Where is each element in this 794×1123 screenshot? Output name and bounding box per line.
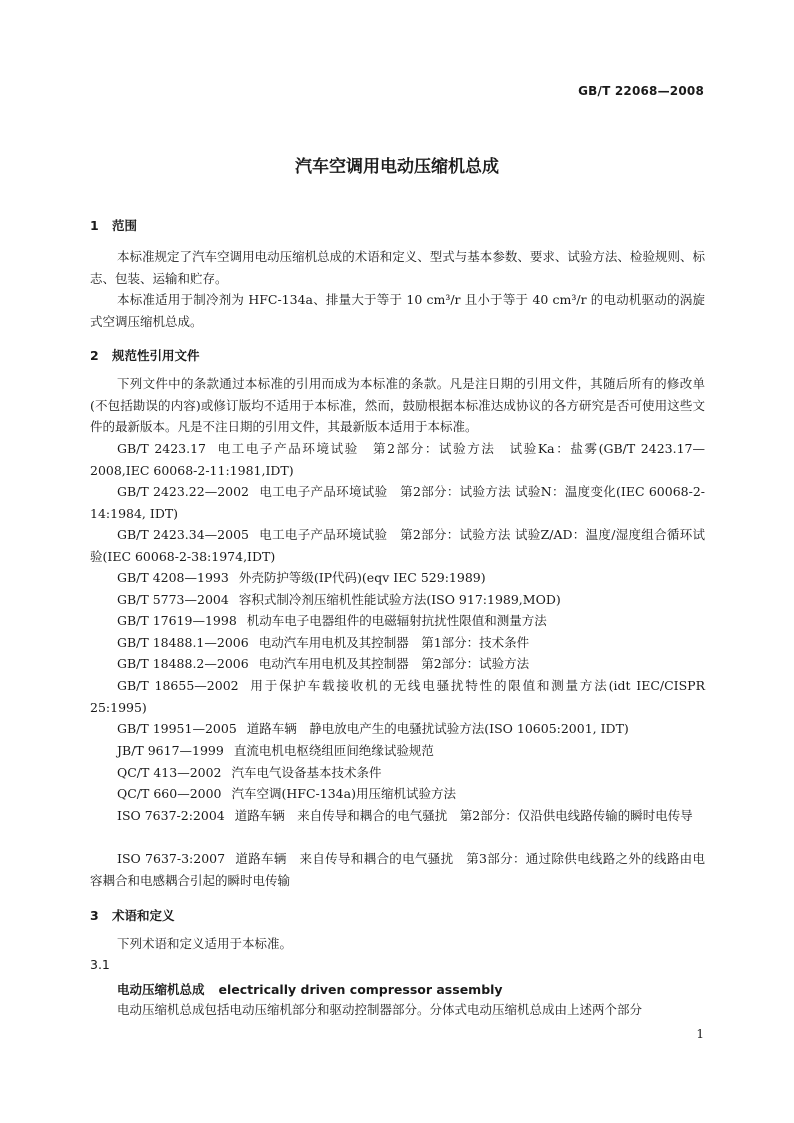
reference-item bbox=[90, 675, 705, 718]
reference-code: ISO 7637-3:2007 bbox=[117, 851, 226, 866]
reference-code: ISO 7637-2:2004 bbox=[117, 808, 225, 823]
reference-title: 道路车辆 来自传导和耦合的电气骚扰 第2部分：仅沿供电线路传输的瞬时电传导 bbox=[234, 808, 693, 823]
section-1-heading bbox=[90, 216, 137, 234]
term-english: electrically driven compressor assembly bbox=[218, 982, 503, 997]
reference-item bbox=[90, 740, 705, 762]
reference-title: 用于保护车载接收机的无线电骚扰特性的限值和测量方法(idt IEC/CISPR 25:1995) bbox=[90, 678, 705, 715]
reference-item bbox=[90, 718, 705, 740]
standard-number: GB/T 22068—2008 bbox=[578, 84, 704, 98]
reference-code: QC/T 413—2002 bbox=[117, 765, 222, 780]
term-heading bbox=[117, 980, 503, 998]
reference-item bbox=[90, 632, 705, 654]
reference-item bbox=[90, 653, 705, 675]
reference-title: 容积式制冷剂压缩机性能试验方法(ISO 917:1989,MOD) bbox=[238, 592, 561, 607]
section-2-heading bbox=[90, 346, 200, 364]
reference-title: 汽车空调(HFC-134a)用压缩机试验方法 bbox=[231, 786, 456, 801]
section-1-paragraph-2: 本标准适用于制冷剂为 HFC-134a、排量大于等于 10 cm³/r 且小于等于 40 cm³/r 的电动机驱动的涡旋式空调压缩机总成。 bbox=[90, 292, 705, 329]
reference-item bbox=[90, 438, 705, 481]
reference-title: 电动汽车用电机及其控制器 第2部分：试验方法 bbox=[258, 656, 530, 671]
section-title: 术语和定义 bbox=[112, 908, 175, 923]
reference-title: 电工电子产品环境试验 第2部分：试验方法 试验Ka：盐雾(GB/T 2423.17—2008,IEC 60068-2-11:1981,IDT) bbox=[90, 441, 705, 478]
section-number: 1 bbox=[90, 218, 99, 233]
reference-item bbox=[90, 610, 705, 632]
section-1-paragraph-1: 本标准规定了汽车空调用电动压缩机总成的术语和定义、型式与基本参数、要求、试验方法、检验规则、标志、包装、运输和贮存。 bbox=[90, 249, 705, 286]
reference-code: GB/T 17619—1998 bbox=[117, 613, 237, 628]
section-2-intro: 下列文件中的条款通过本标准的引用而成为本标准的条款。凡是注日期的引用文件，其随后所有的修改单(不包括勘误的内容)或修订版均不适用于本标准，然而，鼓励根据本标准达成协议的各方研究是否可使用这些文件的最新版本。凡是不注日期的引用文件，其最新版本适用于本标准。 bbox=[90, 376, 705, 434]
reference-item bbox=[90, 783, 705, 805]
section-3-heading bbox=[90, 906, 175, 924]
term-chinese: 电动压缩机总成 bbox=[117, 982, 205, 997]
page-number: 1 bbox=[696, 1027, 704, 1041]
reference-title: 汽车电气设备基本技术条件 bbox=[231, 765, 382, 780]
document-title: 汽车空调用电动压缩机总成 bbox=[295, 157, 499, 177]
section-number: 2 bbox=[90, 348, 99, 363]
reference-title: 道路车辆 静电放电产生的电骚扰试验方法(ISO 10605:2001, IDT) bbox=[246, 721, 629, 736]
reference-item bbox=[90, 567, 705, 589]
reference-code: GB/T 2423.34—2005 bbox=[117, 527, 249, 542]
reference-item bbox=[90, 481, 705, 524]
section-title: 范围 bbox=[112, 218, 138, 233]
reference-code: JB/T 9617—1999 bbox=[117, 743, 224, 758]
reference-title: 外壳防护等级(IP代码)(eqv IEC 529:1989) bbox=[238, 570, 486, 585]
reference-item bbox=[90, 848, 705, 891]
reference-item bbox=[90, 524, 705, 567]
reference-code: QC/T 660—2000 bbox=[117, 786, 222, 801]
reference-code: GB/T 18655—2002 bbox=[117, 678, 239, 693]
reference-item bbox=[90, 589, 705, 611]
section-3-intro: 下列术语和定义适用于本标准。 bbox=[117, 936, 293, 951]
reference-title: 电动汽车用电机及其控制器 第1部分：技术条件 bbox=[258, 635, 530, 650]
reference-code: GB/T 19951—2005 bbox=[117, 721, 237, 736]
reference-title: 电工电子产品环境试验 第2部分：试验方法 试验N：温度变化(IEC 60068-2-14:1984, IDT) bbox=[90, 484, 705, 521]
reference-code: GB/T 18488.2—2006 bbox=[117, 656, 249, 671]
reference-code: GB/T 2423.17 bbox=[117, 441, 207, 456]
reference-title: 直流电机电枢绕组匝间绝缘试验规范 bbox=[233, 743, 434, 758]
reference-title: 电工电子产品环境试验 第2部分：试验方法 试验Z/AD：温度/湿度组合循环试验(IEC 60068-2-38:1974,IDT) bbox=[90, 527, 705, 564]
reference-code: GB/T 18488.1—2006 bbox=[117, 635, 249, 650]
reference-title: 机动车电子电器组件的电磁辐射抗扰性限值和测量方法 bbox=[246, 613, 547, 628]
section-number: 3 bbox=[90, 908, 99, 923]
reference-code: GB/T 4208—1993 bbox=[117, 570, 229, 585]
reference-item bbox=[90, 762, 705, 784]
reference-code: GB/T 5773—2004 bbox=[117, 592, 229, 607]
reference-code: GB/T 2423.22—2002 bbox=[117, 484, 250, 499]
term-definition: 电动压缩机总成包括电动压缩机部分和驱动控制器部分。分体式电动压缩机总成由上述两个部分 bbox=[117, 1002, 643, 1017]
reference-item bbox=[90, 805, 705, 827]
section-title: 规范性引用文件 bbox=[112, 348, 200, 363]
term-number: 3.1 bbox=[90, 957, 110, 972]
reference-title: 道路车辆 来自传导和耦合的电气骚扰 第3部分：通过除供电线路之外的线路由电容耦合和电感耦合引起的瞬时电传输 bbox=[90, 851, 705, 888]
